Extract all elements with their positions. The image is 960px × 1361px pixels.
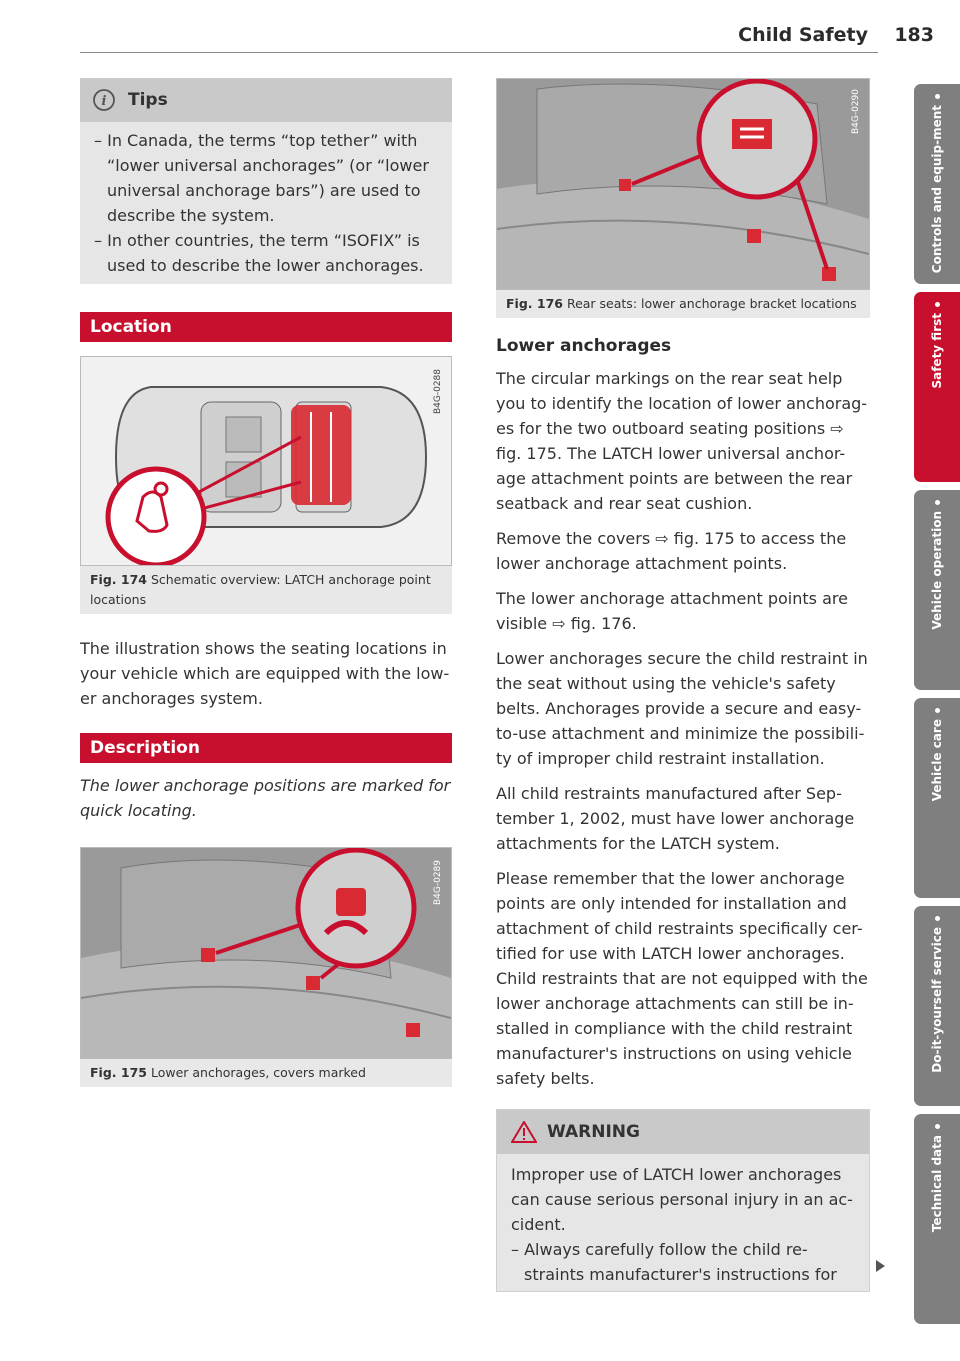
lower-paragraph-5: All child restraints manufactured after Sep-tember 1, 2002, must have lower anchorage attachments for the LATCH system. bbox=[496, 784, 855, 853]
tips-box bbox=[80, 78, 452, 284]
warning-triangle-icon bbox=[511, 1121, 537, 1143]
tab-vehicle-care[interactable]: Vehicle care bbox=[914, 698, 960, 898]
tips-item: – In other countries, the term “ISOFIX” is used to describe the lower anchorages. bbox=[94, 231, 424, 275]
tips-item: – In Canada, the terms “top tether” with “lower universal anchorages” (or “lower universal anchorage bars”) are used to describe the system. bbox=[94, 131, 429, 225]
warning-paragraph: Improper use of LATCH lower anchorages can cause serious personal injury in an ac-cident. bbox=[511, 1165, 853, 1234]
chapter-tabs bbox=[914, 84, 960, 1332]
figure-code: B4G-0290 bbox=[851, 89, 861, 135]
lower-paragraph-1: The circular markings on the rear seat help you to identify the location of lower anchorag-es for the two outboard seating positions ⇨ fig. 175. The LATCH lower universal anchor-age attachment points are between the rear seatback and rear seat cushion. bbox=[496, 369, 868, 513]
tab-controls[interactable]: Controls and equip-ment bbox=[914, 84, 960, 284]
running-header: Child Safety bbox=[738, 24, 868, 46]
rear-seat-covers-illustration bbox=[81, 848, 451, 1058]
car-schematic-illustration bbox=[81, 357, 451, 565]
tab-safety-first[interactable]: Safety first bbox=[914, 292, 960, 482]
warning-item: – Always carefully follow the child re-straints manufacturer's instructions for bbox=[511, 1240, 837, 1284]
warning-box bbox=[496, 1109, 870, 1292]
lower-paragraph-4: Lower anchorages secure the child restraint in the seat without using the vehicle's safety belts. Anchorages provide a secure and easy-to-use attachment and minimize the possibili-ty of improper child restraint installation. bbox=[496, 649, 868, 768]
figure-176 bbox=[496, 78, 870, 290]
page-number: 183 bbox=[894, 24, 934, 46]
description-intro: The lower anchorage positions are marked for quick locating. bbox=[80, 776, 451, 820]
figure-175-caption: Fig. 175 Lower anchorages, covers marked bbox=[80, 1059, 452, 1087]
tips-header bbox=[80, 78, 452, 122]
warning-title: WARNING bbox=[547, 1122, 640, 1142]
info-icon bbox=[92, 88, 116, 112]
header-rule bbox=[80, 52, 878, 53]
left-column bbox=[80, 78, 452, 1087]
tab-do-it-yourself[interactable]: Do-it-yourself service bbox=[914, 906, 960, 1106]
warning-header bbox=[497, 1110, 869, 1154]
figure-code: B4G-0288 bbox=[433, 369, 443, 415]
figure-175 bbox=[80, 847, 452, 1059]
tab-vehicle-operation[interactable]: Vehicle operation bbox=[914, 490, 960, 690]
rear-seat-brackets-illustration bbox=[497, 79, 869, 289]
right-column bbox=[496, 78, 870, 1292]
figure-code: B4G-0289 bbox=[433, 860, 443, 906]
figure-176-caption: Fig. 176 Rear seats: lower anchorage bracket locations bbox=[496, 290, 870, 318]
tab-technical-data[interactable]: Technical data bbox=[914, 1114, 960, 1324]
svg-text:i: i bbox=[101, 94, 107, 109]
lower-paragraph-3: The lower anchorage attachment points are visible ⇨ fig. 176. bbox=[496, 589, 848, 633]
figure-174 bbox=[80, 356, 452, 566]
location-paragraph: The illustration shows the seating locations in your vehicle which are equipped with the low-er anchorages system. bbox=[80, 639, 450, 708]
continued-arrow-icon bbox=[876, 1260, 885, 1272]
lower-paragraph-2: Remove the covers ⇨ fig. 175 to access the lower anchorage attachment points. bbox=[496, 529, 847, 573]
tips-title: Tips bbox=[128, 90, 168, 110]
section-heading-location: Location bbox=[80, 312, 452, 342]
lower-paragraph-6: Please remember that the lower anchorage points are only intended for installation and attachment of child restraints specifically cer-tified for use with LATCH lower anchorages. Child restraints that are not equipped with the lower anchorage attachments can still be in-stalled in compliance with the child restraint manufacturer's instructions on using vehicle safety belts. bbox=[496, 869, 868, 1088]
section-heading-description: Description bbox=[80, 733, 452, 763]
figure-174-caption: Fig. 174 Schematic overview: LATCH anchorage point locations bbox=[80, 566, 452, 614]
lower-anchorages-heading: Lower anchorages bbox=[496, 336, 672, 356]
